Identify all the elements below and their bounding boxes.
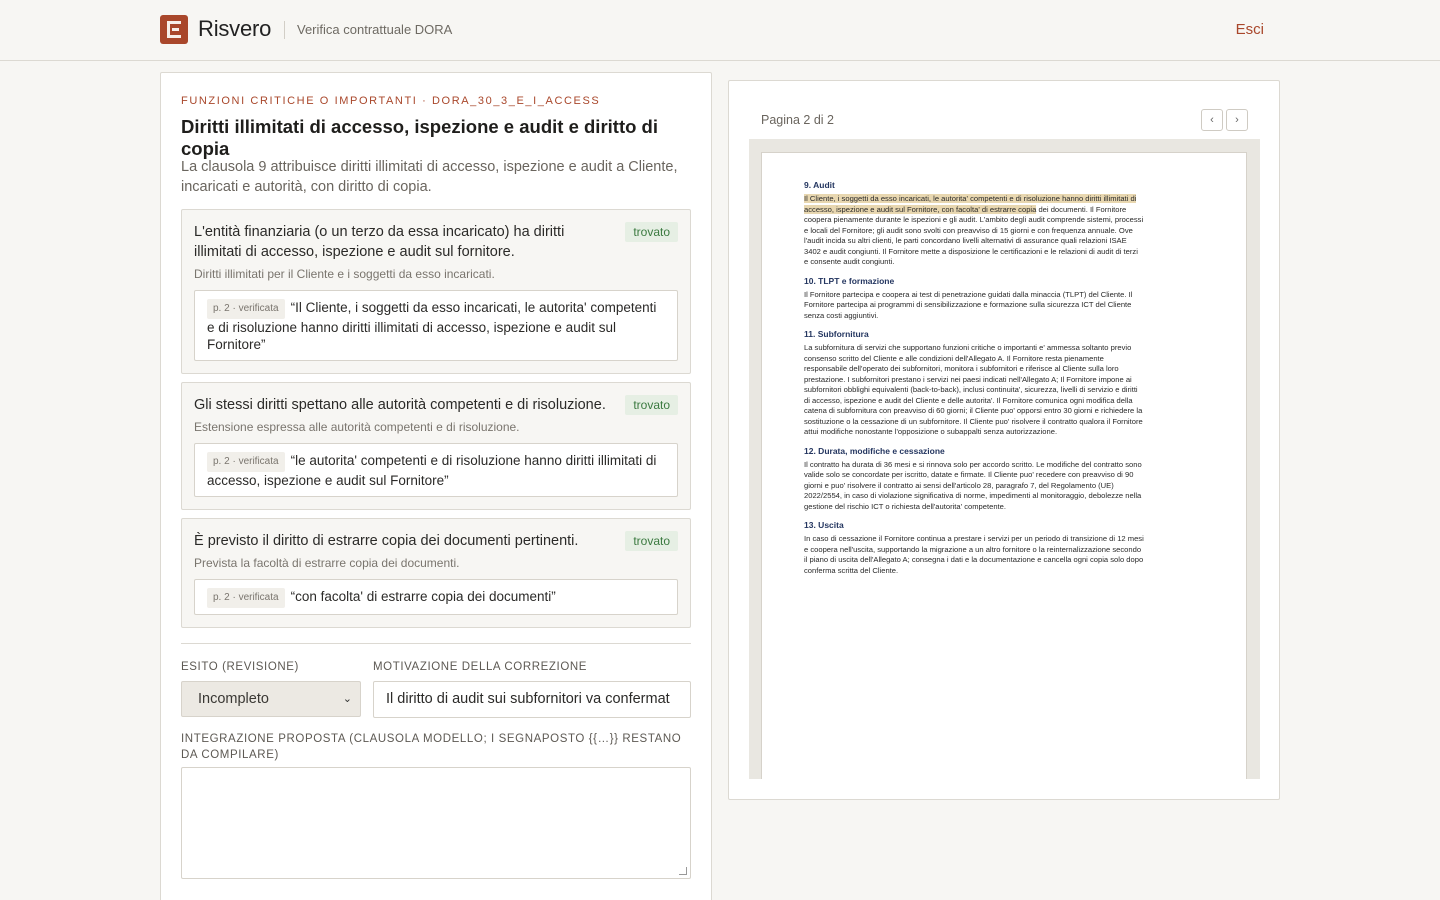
requirement-card (160, 72, 712, 900)
section-body: La subfornitura di servizi che supportano funzioni critiche o importanti e' ammessa soltanto previo consenso scritto del Cliente e alle condizioni dell'Allegato A. Il Fornitore resta pienamente responsabile dell'operato dei subfornitori, monitora i subfornitori e riferisce al Cliente sulla loro prestazione. I subfornitori prestano i servizi nei paesi indicati nell'Allegato A; Il Fornitore impone ai subfornitori obblighi equivalenti (back-to-back), inclusi continuita', sicurezza, livelli di servizio e diritti di accesso, ispezione e audit del Cliente e delle autorita'. Il Fornitore comunica ogni modifica della catena di subfornitura con preavviso di 60 giorni; il Cliente puo' opporsi entro 30 giorni e richiedere la sostituzione o la cessazione di un subfornitore. Il Cliente puo' risolvere il contratto qualora il Fornitore attui modifiche nonostante l'opposizione o subappalti senza autorizzazione. (804, 343, 1143, 436)
check-note: Prevista la facoltà di estrarre copia dei documenti. (194, 556, 460, 570)
logout-link[interactable]: Esci (1235, 21, 1264, 38)
outcome-select[interactable] (181, 681, 361, 717)
check-note: Diritti illimitati per il Cliente e i soggetti da esso incaricati. (194, 267, 495, 281)
prev-page-button[interactable]: ‹ (1201, 109, 1223, 131)
quote-page-tag: p. 2 · verificata (207, 299, 285, 319)
quote-text: “le autorita' competenti e di risoluzione hanno diritti illimitati di accesso, ispezione e audit sul Fornitore” (207, 453, 657, 488)
outcome-selected-value: Incompleto (198, 691, 269, 707)
section-body: Il Fornitore partecipa e coopera ai test di penetrazione guidati dalla minaccia (TLPT) del Cliente. Il Fornitore partecipa ai programmi di sensibilizzazione e formazione sulla sicurezza ICT del Cliente senza costi aggiuntivi. (804, 289, 1133, 320)
app-subtitle: Verifica contrattuale DORA (297, 22, 453, 37)
check-item (181, 518, 691, 628)
document-viewer (728, 80, 1280, 800)
section-body: In caso di cessazione il Fornitore continua a prestare i servizi per un periodo di transizione di 12 mesi e coopera nell'uscita, supportando la migrazione a un altro fornitore o la reinternalizzazione secondo il piano di uscita dell'Allegato A; consegna i dati e la documentazione e cancella ogni copia solo dopo conferma scritta del Cliente. (804, 534, 1144, 575)
brand-logo-icon (160, 15, 188, 44)
document-canvas[interactable] (749, 139, 1260, 779)
requirement-summary: La clausola 9 attribuisce diritti illimitati di accesso, ispezione e audit a Cliente, incaricati e autorità, con diritto di copia. (181, 159, 678, 195)
resize-handle-icon[interactable] (679, 867, 687, 875)
check-item (181, 382, 691, 510)
section-body: Il contratto ha durata di 36 mesi e si rinnova solo per accordo scritto. Le modifiche del contratto sono valide solo se concordate per iscritto, datate e firmate. Il Cliente puo' recedere con preavviso di 90 giorni e puo' risolvere il contratto ai sensi dell'articolo 28, paragrafo 7, del Regolamento (UE) 2022/2554, in caso di violazione significativa di norme, impedimenti al monitoraggio, debolezze nella gestione del rischio ICT o richiesta dell'autorita' competente. (804, 459, 1142, 511)
check-item (181, 209, 691, 374)
requirement-title: Diritti illimitati di accesso, ispezione e audit e diritto di copia (181, 116, 658, 159)
quote-text: “Il Cliente, i soggetti da esso incaricati, le autorita' competenti e di risoluzione hanno diritti illimitati di accesso, ispezione e audit sul Fornitore” (207, 300, 657, 352)
status-badge: trovato (625, 222, 678, 242)
brand-divider (284, 21, 285, 39)
section-heading: 13. Uscita (804, 520, 844, 530)
section-divider (181, 643, 691, 644)
outcome-label: ESITO (REVISIONE) (181, 661, 299, 673)
check-text: È previsto il diritto di estrarre copia dei documenti pertinenti. (194, 533, 579, 549)
status-badge: trovato (625, 531, 678, 551)
brand-name: Risvero (198, 16, 272, 41)
section-heading: 11. Subfornitura (804, 329, 869, 339)
evidence-quote[interactable] (194, 579, 678, 615)
chevron-down-icon: ⌄ (342, 693, 352, 705)
document-text (804, 180, 1144, 584)
integration-textarea[interactable] (181, 767, 691, 879)
quote-page-tag: p. 2 · verificata (207, 588, 285, 608)
evidence-quote[interactable] (194, 290, 678, 361)
integration-label: INTEGRAZIONE PROPOSTA (CLAUSOLA MODELLO; I SEGNAPOSTO {{…}} RESTANO DA COMPILARE) (181, 733, 682, 761)
reason-input[interactable]: Il diritto di audit sui subfornitori va confermat (373, 681, 691, 718)
top-bar (0, 0, 1440, 61)
status-badge: trovato (625, 395, 678, 415)
check-note: Estensione espressa alle autorità competenti e di risoluzione. (194, 420, 520, 434)
requirement-code: FUNZIONI CRITICHE O IMPORTANTI · DORA_30_3_E_I_ACCESS (181, 95, 601, 107)
check-text: Gli stessi diritti spettano alle autorità competenti e di risoluzione. (194, 397, 606, 413)
section-body: Il Cliente, i soggetti da esso incaricati, le autorita' competenti e di risoluzione hanno diritti illimitati di accesso, ispezione e audit sul Fornitore, con facolta' di estrarre copia dei documenti. Il Fornitore coopera pienamente durante le ispezioni e gli audit. L'ambito degli audit comprende sistemi, processi e locali del Fornitore; gli audit sono svolti con preavviso di 15 giorni e con frequenza annuale. Ove l'audit incida su altri clienti, le parti concordano livelli alternativi di assurance quali relazioni ISAE 3402 e audit congiunti. Il Fornitore mette a disposizione le certificazioni e le relazioni di audit di terzi e consente audit congiunti. (804, 194, 1144, 266)
section-heading: 9. Audit (804, 180, 835, 190)
section-heading: 12. Durata, modifiche e cessazione (804, 445, 945, 456)
next-page-button[interactable]: › (1226, 109, 1248, 131)
check-text: L'entità finanziaria (o un terzo da essa incaricato) ha diritti illimitati di accesso, ispezione e audit sul fornitore. (194, 224, 565, 260)
page-indicator: Pagina 2 di 2 (761, 113, 834, 127)
quote-page-tag: p. 2 · verificata (207, 452, 285, 472)
section-heading: 10. TLPT e formazione (804, 275, 895, 286)
evidence-highlight[interactable]: Il Cliente, i soggetti da esso incaricati, le autorita' competenti e di risoluzione hanno diritti illimitati di accesso, ispezione e audit sul Fornitore, con facolta' di estrarre copia (804, 194, 1137, 214)
reason-label: MOTIVAZIONE DELLA CORREZIONE (373, 661, 588, 673)
quote-text: “con facolta' di estrarre copia dei documenti” (290, 589, 556, 604)
document-page (761, 152, 1247, 779)
evidence-quote[interactable] (194, 443, 678, 497)
